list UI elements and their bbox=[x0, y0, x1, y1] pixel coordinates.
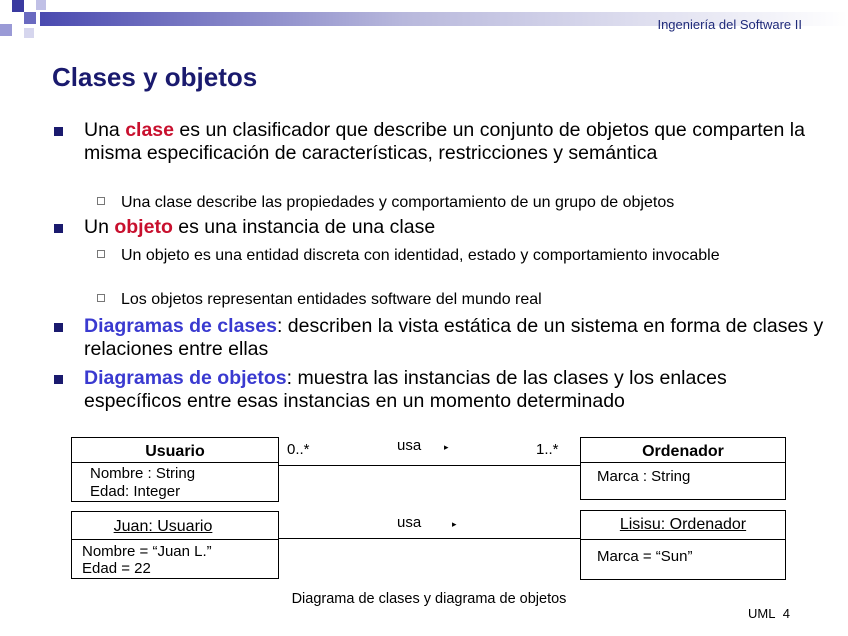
attribute: Nombre = “Juan L.” bbox=[82, 543, 212, 560]
attribute: Edad = 22 bbox=[82, 560, 151, 577]
divider bbox=[72, 539, 278, 540]
divider bbox=[581, 539, 785, 540]
divider bbox=[72, 462, 278, 463]
keyword-diagramas-objetos: Diagramas de objetos bbox=[84, 367, 287, 389]
object-juan bbox=[71, 511, 279, 579]
square-bullet-icon bbox=[54, 224, 63, 233]
square-bullet-icon bbox=[54, 323, 63, 332]
bullet-objeto: Un objeto es una instancia de una clase bbox=[84, 216, 824, 239]
class-name: Usuario bbox=[145, 443, 205, 460]
keyword-objeto: objeto bbox=[114, 216, 173, 238]
direction-arrow-icon: ▸ bbox=[452, 519, 457, 529]
attribute: Nombre : String bbox=[90, 465, 196, 482]
multiplicity-left: 0..* bbox=[287, 441, 310, 458]
multiplicity-right: 1..* bbox=[536, 441, 559, 458]
attribute: Marca = “Sun” bbox=[597, 548, 693, 565]
direction-arrow-icon: ▸ bbox=[444, 442, 449, 452]
slide-footer bbox=[748, 606, 790, 621]
attribute: Marca : String bbox=[597, 468, 691, 485]
square-bullet-icon bbox=[54, 375, 63, 384]
course-name: Ingeniería del Software II bbox=[657, 17, 802, 32]
diagram-caption: Diagrama de clases y diagrama de objetos bbox=[291, 591, 567, 607]
page-number: 4 bbox=[782, 606, 790, 621]
keyword-clase: clase bbox=[125, 119, 175, 141]
object-lisisu bbox=[580, 510, 786, 580]
object-name: Lisisu: Ordenador bbox=[619, 516, 747, 533]
subbullet-clase: Una clase describe las propiedades y comportamiento de un grupo de objetos bbox=[121, 193, 801, 212]
subbullet-objeto-2: Los objetos representan entidades software del mundo real bbox=[121, 290, 801, 309]
divider bbox=[581, 462, 785, 463]
association-line bbox=[278, 465, 580, 466]
link-line bbox=[278, 538, 580, 539]
object-name: Juan: Usuario bbox=[113, 518, 213, 535]
hollow-square-bullet-icon bbox=[97, 197, 105, 205]
class-usuario bbox=[71, 437, 279, 502]
slide-title: Clases y objetos bbox=[52, 62, 258, 92]
subbullet-objeto-1: Un objeto es una entidad discreta con identidad, estado y comportamiento invocable bbox=[121, 246, 761, 265]
hollow-square-bullet-icon bbox=[97, 250, 105, 258]
hollow-square-bullet-icon bbox=[97, 294, 105, 302]
link-label: usa bbox=[397, 514, 422, 531]
keyword-diagramas-clases: Diagramas de clases bbox=[84, 315, 277, 337]
class-name: Ordenador bbox=[642, 443, 724, 460]
square-bullet-icon bbox=[54, 127, 63, 136]
attribute: Edad: Integer bbox=[90, 483, 181, 500]
bullet-diagramas-objetos: Diagramas de objetos: muestra las instancias de las clases y los enlaces específicos entre esas instancias en un momento determinado bbox=[84, 367, 824, 413]
bullet-diagramas-clases: Diagramas de clases: describen la vista estática de un sistema en forma de clases y relaciones entre ellas bbox=[84, 315, 824, 361]
footer-label: UML bbox=[748, 606, 776, 621]
association-label: usa bbox=[397, 437, 422, 454]
bullet-clase: Una clase es un clasificador que describe un conjunto de objetos que comparten la misma especificación de características, restricciones y semántica bbox=[84, 119, 824, 165]
class-ordenador bbox=[580, 437, 786, 500]
